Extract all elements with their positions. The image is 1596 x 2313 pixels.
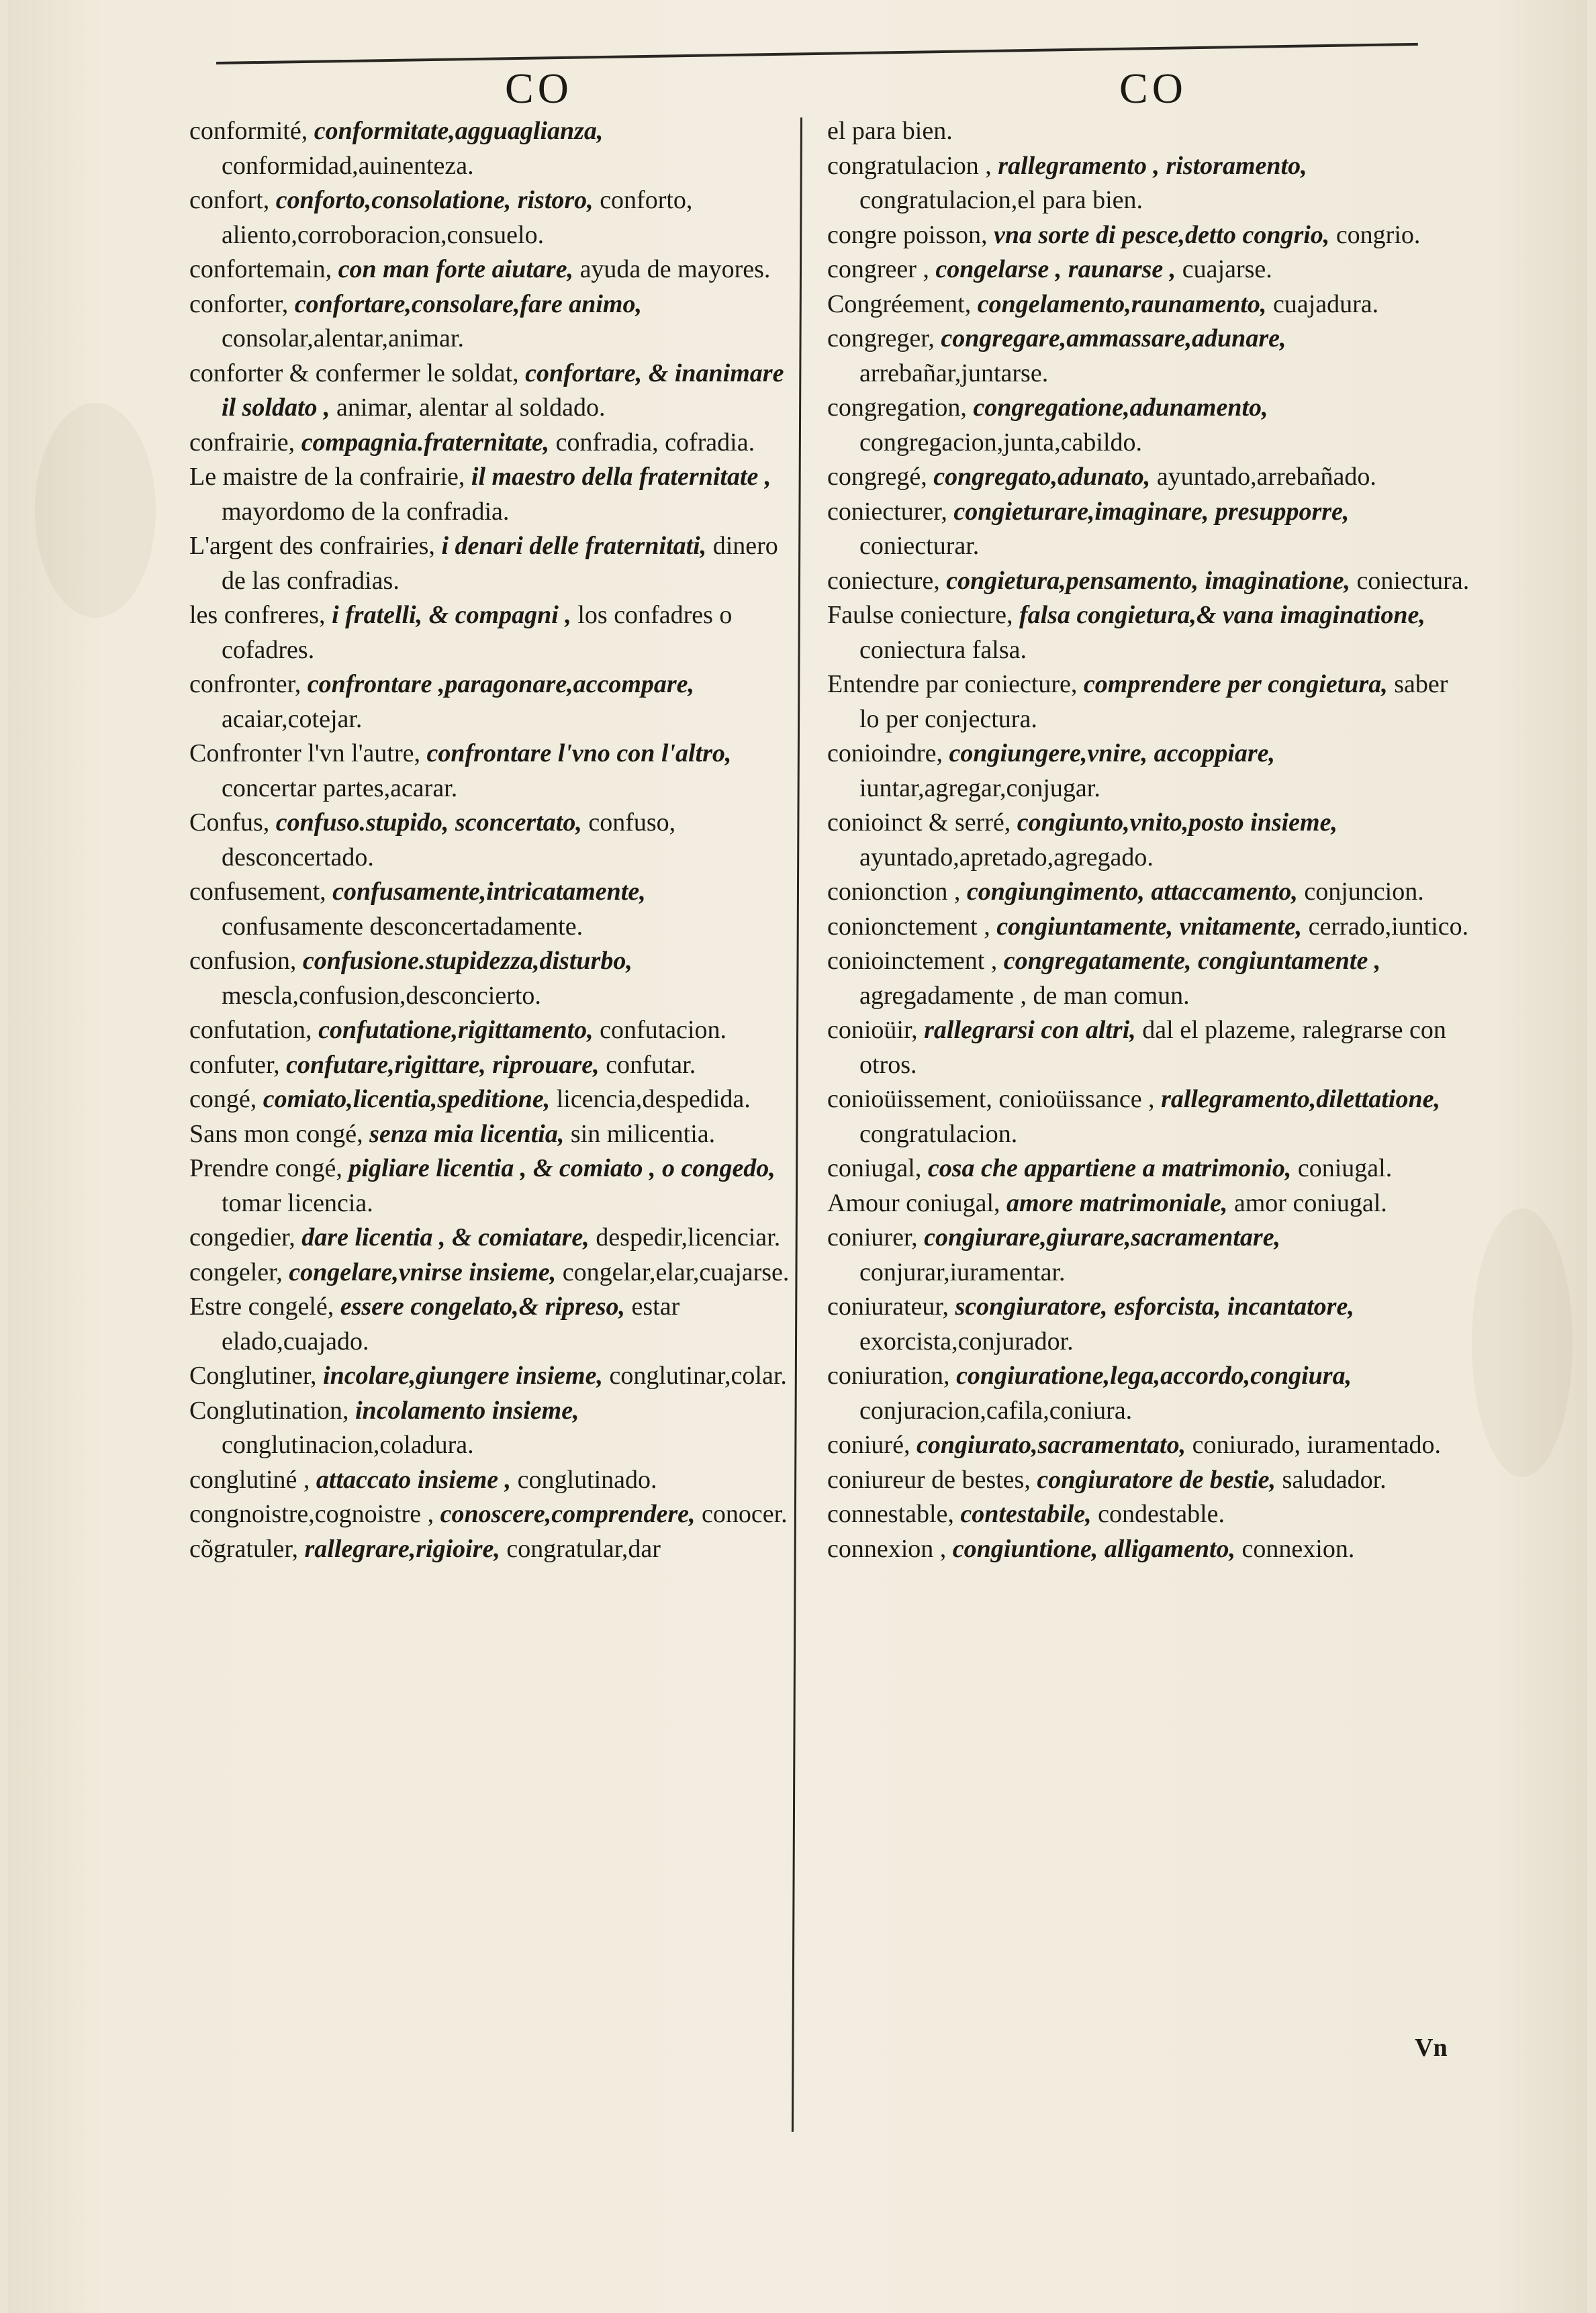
entry-french: Conglutiner,: [189, 1362, 317, 1390]
dictionary-entry: [189, 1151, 794, 1221]
dictionary-entry: [827, 149, 1472, 218]
dictionary-entry: [827, 1359, 1472, 1428]
paper-stain: [1472, 1209, 1572, 1477]
entry-spanish: conjurar,iuramentar.: [859, 1258, 1066, 1286]
entry-italian: confutare,rigittare, riprouare,: [286, 1050, 600, 1079]
entry-french: Congréement,: [827, 289, 972, 318]
entry-italian: compagnia.fraternitate,: [301, 428, 550, 457]
dictionary-entry: [827, 564, 1472, 599]
entry-french: conioinct & serré,: [827, 808, 1011, 837]
entry-spanish: conjuracion,cafila,coniura.: [859, 1396, 1133, 1425]
dictionary-entry: [189, 1497, 794, 1532]
entry-italian: confortare, & inanimare il soldato ,: [222, 359, 784, 422]
entry-french: conformité,: [189, 117, 308, 145]
entry-italian: comprendere per congietura,: [1083, 670, 1388, 698]
entry-spanish: congelar,elar,cuajarse.: [562, 1258, 790, 1286]
entry-spanish: sin milicentia.: [570, 1119, 716, 1148]
entry-french: confortemain,: [189, 255, 332, 283]
dictionary-entry: [827, 1221, 1472, 1290]
entry-french: conioüissement, conioüissance ,: [827, 1085, 1155, 1113]
entry-spanish: confusamente desconcertadamente.: [222, 912, 583, 941]
book-page: [8, 0, 1587, 2313]
entry-spanish: coniugal.: [1297, 1154, 1393, 1182]
entry-italian: confusamente,intricatamente,: [332, 878, 646, 906]
entry-italian: congelamento,raunamento,: [977, 289, 1267, 318]
dictionary-entry: [189, 1082, 794, 1117]
entry-italian: rallegrare,rigioire,: [304, 1534, 500, 1563]
entry-french: confusion,: [189, 947, 297, 975]
dictionary-entry: [827, 322, 1472, 391]
dictionary-entry: [827, 1013, 1472, 1082]
entry-italian: congiunto,vnito,posto insieme,: [1017, 808, 1337, 837]
entry-italian: i denari delle fraternitati,: [441, 532, 707, 560]
entry-spanish: coniectura falsa.: [859, 635, 1027, 664]
entry-french: Confronter l'vn l'autre,: [189, 739, 420, 767]
entry-french: congé,: [189, 1085, 257, 1113]
entry-spanish: arrebañar,juntarse.: [859, 359, 1049, 387]
entry-italian: congiurato,sacramentato,: [916, 1431, 1186, 1459]
entry-spanish: estar elado,cuajado.: [222, 1292, 680, 1356]
entry-french: congeler,: [189, 1258, 283, 1286]
entry-french: connestable,: [827, 1500, 954, 1528]
entry-italian: congregatamente, congiuntamente ,: [1003, 947, 1381, 975]
dictionary-entry: [827, 252, 1472, 287]
entry-french: congratulacion ,: [827, 151, 992, 180]
right-column: [827, 114, 1472, 1566]
entry-italian: confuso.stupido, sconcertato,: [275, 808, 582, 837]
entry-spanish: exorcista,conjurador.: [859, 1327, 1074, 1356]
dictionary-entry: [189, 252, 794, 287]
entry-spanish: congratular,dar: [506, 1534, 661, 1563]
entry-french: conioüir,: [827, 1016, 918, 1044]
dictionary-entry: [189, 875, 794, 944]
dictionary-entry: [189, 1532, 794, 1567]
entry-french: conioinctement ,: [827, 947, 998, 975]
dictionary-entry: [189, 598, 794, 667]
entry-italian: incolamento insieme,: [355, 1396, 579, 1425]
entry-italian: senza mia licentia,: [369, 1119, 565, 1148]
entry-italian: scongiuratore, esforcista, incantatore,: [955, 1292, 1354, 1321]
entry-spanish: los confadres o cofadres.: [222, 601, 733, 664]
entry-french: coniureur de bestes,: [827, 1465, 1031, 1494]
entry-french: les confreres,: [189, 601, 326, 629]
entry-italian: congiuratore de bestie,: [1037, 1465, 1276, 1494]
dictionary-entry: [189, 944, 794, 1013]
entry-french: Le maistre de la confrairie,: [189, 463, 465, 491]
entry-italian: congelare,vnirse insieme,: [289, 1258, 557, 1286]
entry-spanish: connexion.: [1241, 1534, 1355, 1563]
entry-spanish: dinero de las confradias.: [222, 532, 778, 595]
dictionary-entry: [827, 944, 1472, 1013]
entry-spanish: confuso, desconcertado.: [222, 808, 676, 871]
entry-italian: rallegramento , ristoramento,: [998, 151, 1307, 180]
entry-italian: confusione.stupidezza,disturbo,: [302, 947, 632, 975]
entry-french: Prendre congé,: [189, 1154, 342, 1182]
running-headword-right: CO: [1119, 64, 1187, 112]
entry-italian: comiato,licentia,speditione,: [263, 1085, 551, 1113]
entry-french: confronter,: [189, 670, 301, 698]
entry-italian: confrontare l'vno con l'altro,: [426, 739, 732, 767]
entry-spanish: amor coniugal.: [1233, 1188, 1387, 1217]
dictionary-entry: [189, 1256, 794, 1290]
dictionary-entry: [189, 1359, 794, 1394]
entry-spanish: conglutinar,colar.: [609, 1362, 787, 1390]
dictionary-entry: [189, 1013, 794, 1048]
entry-french: coniugal,: [827, 1154, 922, 1182]
entry-italian: conformitate,agguaglianza,: [314, 117, 604, 145]
entry-spanish: conforto, aliento,corroboracion,consuelo.: [222, 186, 693, 249]
entry-french: coniurateur,: [827, 1292, 949, 1321]
entry-spanish: concertar partes,acarar.: [222, 773, 458, 802]
entry-italian: contestabile,: [960, 1500, 1092, 1528]
dictionary-entry: [827, 667, 1472, 737]
entry-italian: i fratelli, & compagni ,: [332, 601, 571, 629]
dictionary-entry: [189, 737, 794, 806]
dictionary-entry: [827, 1428, 1472, 1463]
entry-italian: congregato,adunato,: [933, 463, 1151, 491]
entry-spanish: tomar licencia.: [222, 1188, 373, 1217]
entry-spanish: coniurado, iuramentado.: [1192, 1431, 1441, 1459]
entry-french: congregation,: [827, 393, 967, 422]
dictionary-entry: [827, 1497, 1472, 1532]
dictionary-entry: [189, 1221, 794, 1256]
dictionary-entry: [827, 1186, 1472, 1221]
entry-italian: confutatione,rigittamento,: [318, 1016, 594, 1044]
entry-spanish: conglutinacion,coladura.: [222, 1431, 474, 1459]
entry-spanish: acaiar,cotejar.: [222, 704, 363, 733]
entry-french: coniuration,: [827, 1362, 950, 1390]
entry-spanish: mayordomo de la confradia.: [222, 497, 510, 526]
dictionary-entry: [189, 1463, 794, 1498]
entry-spanish: licencia,despedida.: [556, 1085, 751, 1113]
dictionary-entry: [189, 287, 794, 357]
dictionary-entry: [189, 183, 794, 252]
entry-french: Sans mon congé,: [189, 1119, 363, 1148]
entry-italian: confortare,consolare,fare animo,: [294, 289, 642, 318]
entry-spanish: coniecturar.: [859, 532, 980, 560]
entry-spanish: conformidad,auinenteza.: [222, 151, 474, 180]
entry-italian: dare licentia , & comiatare,: [301, 1223, 590, 1252]
entry-italian: vna sorte di pesce,detto congrio,: [994, 220, 1330, 249]
entry-french: conforter,: [189, 289, 289, 318]
entry-italian: congiurare,giurare,sacramentare,: [924, 1223, 1281, 1252]
entry-spanish: consolar,alentar,animar.: [222, 324, 464, 352]
entry-spanish: conglutinado.: [517, 1465, 657, 1494]
entry-italian: pigliare licentia , & comiato , o congedo,: [348, 1154, 776, 1182]
entry-french: confutation,: [189, 1016, 312, 1044]
entry-french: congnoistre,cognoistre ,: [189, 1500, 434, 1528]
dictionary-entry: [827, 460, 1472, 495]
entry-spanish: conocer.: [702, 1500, 788, 1528]
dictionary-entry: [827, 737, 1472, 806]
entry-spanish: congrio.: [1335, 220, 1421, 249]
dictionary-entry: [827, 218, 1472, 253]
entry-italian: congelarse , raunarse ,: [935, 255, 1176, 283]
entry-spanish: saber lo per conjectura.: [859, 670, 1448, 733]
dictionary-entry: [189, 357, 794, 426]
entry-french: coniuré,: [827, 1431, 910, 1459]
entry-italian: essere congelato,& ripreso,: [340, 1292, 626, 1321]
entry-spanish: ayuda de mayores.: [579, 255, 771, 283]
entry-french: connexion ,: [827, 1534, 947, 1563]
entry-french: confusement,: [189, 878, 326, 906]
entry-italian: congiuratione,lega,accordo,congiura,: [956, 1362, 1352, 1390]
entry-spanish: el para bien.: [827, 117, 953, 145]
entry-french: conionction ,: [827, 878, 961, 906]
entry-spanish: despedir,licenciar.: [596, 1223, 781, 1252]
entry-spanish: congratulacion.: [859, 1119, 1018, 1148]
dictionary-entry: [189, 667, 794, 737]
entry-italian: congietura,pensamento, imaginatione,: [946, 566, 1350, 595]
entry-french: confort,: [189, 186, 270, 214]
entry-spanish: confradia, cofradia.: [555, 428, 755, 457]
entry-spanish: cerrado,iuntico.: [1308, 912, 1469, 941]
entry-spanish: ayuntado,arrebañado.: [1156, 463, 1376, 491]
entry-italian: falsa congietura,& vana imaginatione,: [1019, 601, 1425, 629]
entry-spanish: condestable.: [1098, 1500, 1225, 1528]
entry-italian: rallegramento,dilettatione,: [1161, 1085, 1440, 1113]
entry-spanish: saludador.: [1282, 1465, 1387, 1494]
dictionary-entry: [189, 1290, 794, 1359]
dictionary-entry: [827, 1463, 1472, 1498]
entry-french: L'argent des confrairies,: [189, 532, 435, 560]
entry-french: congregé,: [827, 463, 927, 491]
dictionary-entry: [827, 875, 1472, 910]
entry-french: conforter & confermer le soldat,: [189, 359, 519, 387]
dictionary-entry: [189, 426, 794, 461]
entry-spanish: dal el plazeme, ralegrarse con otros.: [859, 1016, 1446, 1079]
entry-spanish: animar, alentar al soldado.: [336, 393, 606, 422]
entry-italian: conforto,consolatione, ristoro,: [275, 186, 594, 214]
entry-french: Estre congelé,: [189, 1292, 334, 1321]
catchword: Vn: [1415, 2034, 1448, 2062]
entry-french: Faulse coniecture,: [827, 601, 1013, 629]
dictionary-entry: [827, 495, 1472, 564]
entry-spanish: coniectura.: [1356, 566, 1470, 595]
dictionary-entry: [189, 1048, 794, 1083]
entry-french: confuter,: [189, 1050, 280, 1079]
entry-french: Amour coniugal,: [827, 1188, 1000, 1217]
entry-spanish: iuntar,agregar,conjugar.: [859, 773, 1100, 802]
entry-french: conionctement ,: [827, 912, 990, 941]
entry-spanish: confutacion.: [600, 1016, 727, 1044]
entry-spanish: ayuntado,apretado,agregado.: [859, 843, 1154, 871]
entry-french: conglutiné ,: [189, 1465, 310, 1494]
dictionary-entry: [827, 287, 1472, 322]
entry-spanish: conjuncion.: [1304, 878, 1424, 906]
dictionary-entry: [189, 806, 794, 875]
dictionary-entry: [189, 460, 794, 529]
entry-italian: congiuntamente, vnitamente,: [996, 912, 1303, 941]
dictionary-entry: [827, 1082, 1472, 1151]
dictionary-entry: [827, 114, 1472, 149]
entry-french: Entendre par coniecture,: [827, 670, 1078, 698]
entry-french: conioindre,: [827, 739, 943, 767]
entry-french: congre poisson,: [827, 220, 988, 249]
entry-italian: con man forte aiutare,: [338, 255, 574, 283]
entry-italian: congiungimento, attaccamento,: [966, 878, 1298, 906]
entry-italian: cosa che appartiene a matrimonio,: [927, 1154, 1292, 1182]
dictionary-entry: [827, 598, 1472, 667]
entry-italian: il maestro della fraternitate ,: [471, 463, 771, 491]
dictionary-entry: [827, 391, 1472, 460]
dictionary-entry: [189, 114, 794, 183]
entry-french: congreger,: [827, 324, 935, 352]
entry-french: coniecturer,: [827, 497, 947, 526]
entry-spanish: congratulacion,el para bien.: [859, 186, 1143, 214]
entry-italian: congregare,ammassare,adunare,: [941, 324, 1286, 352]
entry-french: coniecture,: [827, 566, 940, 595]
dictionary-entry: [827, 910, 1472, 945]
running-headword-left: CO: [505, 64, 573, 112]
dictionary-entry: [827, 1290, 1472, 1359]
entry-italian: rallegrarsi con altri,: [924, 1016, 1136, 1044]
dictionary-entry: [827, 1532, 1472, 1567]
entry-spanish: confutar.: [606, 1050, 696, 1079]
header-rule: [216, 43, 1418, 64]
entry-italian: congieturare,imaginare, presupporre,: [953, 497, 1350, 526]
entry-italian: conoscere,comprendere,: [440, 1500, 696, 1528]
entry-italian: amore matrimoniale,: [1006, 1188, 1228, 1217]
entry-french: coniurer,: [827, 1223, 918, 1252]
entry-french: Confus,: [189, 808, 270, 837]
dictionary-entry: [189, 1117, 794, 1152]
entry-spanish: cuajadura.: [1272, 289, 1379, 318]
entry-italian: attaccato insieme ,: [316, 1465, 512, 1494]
dictionary-entry: [827, 1151, 1472, 1186]
dictionary-entry: [827, 806, 1472, 875]
entry-italian: congiuntione, alligamento,: [952, 1534, 1236, 1563]
entry-french: confrairie,: [189, 428, 295, 457]
entry-italian: incolare,giungere insieme,: [323, 1362, 603, 1390]
entry-spanish: agregadamente , de man comun.: [859, 981, 1190, 1010]
entry-spanish: cuajarse.: [1182, 255, 1272, 283]
entry-french: congreer ,: [827, 255, 929, 283]
entry-french: congedier,: [189, 1223, 295, 1252]
dictionary-entry: [189, 529, 794, 598]
entry-spanish: mescla,confusion,desconcierto.: [222, 981, 541, 1010]
entry-spanish: congregacion,junta,cabildo.: [859, 428, 1143, 457]
paper-stain: [35, 403, 156, 618]
entry-french: cõgratuler,: [189, 1534, 299, 1563]
entry-french: Conglutination,: [189, 1396, 349, 1425]
dictionary-entry: [189, 1394, 794, 1463]
left-column: [189, 114, 794, 1566]
entry-italian: congregatione,adunamento,: [973, 393, 1268, 422]
entry-italian: confrontare ,paragonare,accompare,: [307, 670, 695, 698]
entry-italian: congiungere,vnire, accoppiare,: [949, 739, 1276, 767]
